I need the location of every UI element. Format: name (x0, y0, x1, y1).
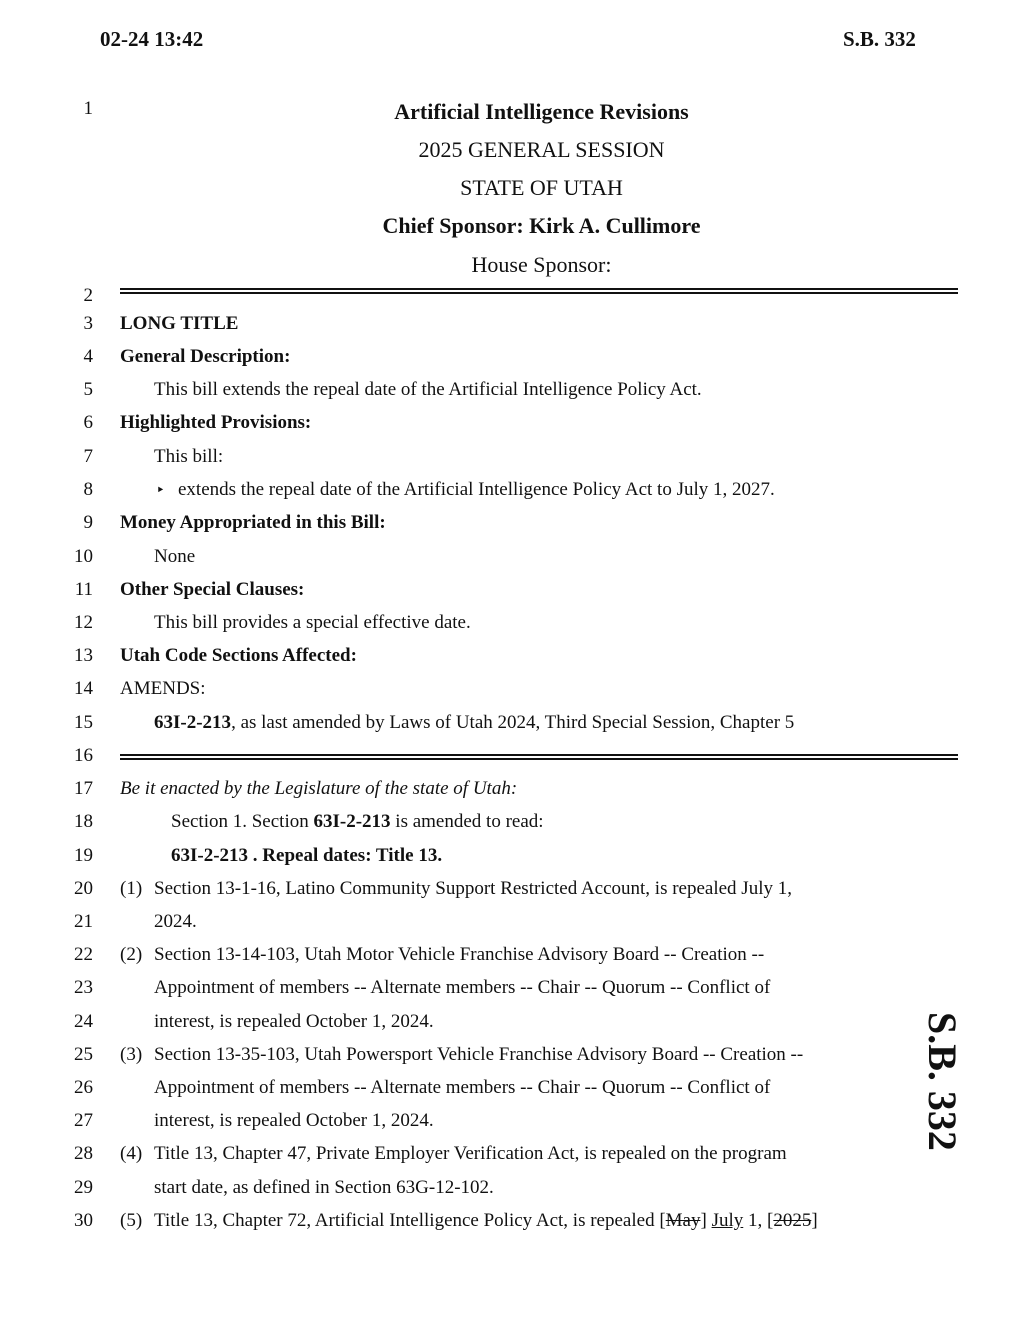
subsection-number: (1) (120, 878, 143, 899)
line-number: 9 (83, 512, 93, 533)
money-appropriated-label: Money Appropriated in this Bill: (120, 512, 386, 533)
line-number: 14 (74, 678, 93, 699)
line-number: 16 (74, 745, 93, 766)
subsection-text: 1, [ (743, 1210, 774, 1231)
other-clauses-value: This bill provides a special effective date. (154, 612, 471, 633)
line-number: 19 (74, 845, 93, 866)
deleted-text: May (665, 1210, 701, 1231)
subsection-text-amended (154, 1210, 818, 1232)
inserted-text: July (711, 1210, 744, 1231)
line-number: 15 (74, 712, 93, 733)
line-number: 2 (83, 285, 93, 306)
amended-section-line (154, 712, 794, 734)
section-reference: 63I-2-213 (154, 712, 232, 733)
subsection-text: Appointment of members -- Alternate members -- Chair -- Quorum -- Conflict of (154, 1077, 771, 1098)
line-number: 23 (74, 977, 93, 998)
line-number: 20 (74, 878, 93, 899)
subsection-text: start date, as defined in Section 63G-12-102. (154, 1177, 494, 1198)
subsection-text: interest, is repealed October 1, 2024. (154, 1110, 434, 1131)
line-number: 22 (74, 944, 93, 965)
line-number: 21 (74, 911, 93, 932)
section-intro (171, 811, 544, 833)
line-number: 10 (74, 546, 93, 567)
line-number: 25 (74, 1044, 93, 1065)
line-number: 24 (74, 1011, 93, 1032)
subsection-text: Section 13-1-16, Latino Community Support Restricted Account, is repealed July 1, (154, 878, 792, 899)
line-number: 5 (83, 379, 93, 400)
general-description-text: This bill extends the repeal date of the Artificial Intelligence Policy Act. (154, 379, 702, 400)
section-heading: 63I-2-213 . Repeal dates: Title 13. (171, 845, 443, 866)
line-number: 30 (74, 1210, 93, 1231)
enacting-clause: Be it enacted by the Legislature of the state of Utah: (120, 778, 518, 799)
line-number: 27 (74, 1110, 93, 1131)
line-number: 8 (83, 479, 93, 500)
code-sections-label: Utah Code Sections Affected: (120, 645, 357, 666)
state-label: STATE OF UTAH (460, 175, 623, 200)
line-number: 17 (74, 778, 93, 799)
side-bill-label: S.B. 332 (920, 1012, 965, 1151)
money-appropriated-value: None (154, 546, 196, 567)
header-timestamp: 02-24 13:42 (100, 27, 204, 51)
bullet-icon: ‣ (156, 483, 165, 499)
line-number: 4 (83, 346, 93, 367)
subsection-number: (3) (120, 1044, 143, 1065)
line-number: 18 (74, 811, 93, 832)
line-number: 11 (74, 579, 93, 600)
bill-title: Artificial Intelligence Revisions (394, 99, 689, 124)
header-bill-number: S.B. 332 (843, 27, 916, 51)
long-title-heading: LONG TITLE (120, 313, 239, 334)
highlighted-provisions-label: Highlighted Provisions: (120, 412, 312, 433)
subsection-text: Title 13, Chapter 72, Artificial Intelligence Policy Act, is repealed [ (154, 1210, 666, 1231)
session-label: 2025 GENERAL SESSION (418, 137, 665, 162)
subsection-text: interest, is repealed October 1, 2024. (154, 1011, 434, 1032)
section-intro-text: Section 1. Section (171, 811, 314, 832)
subsection-text: ] (700, 1210, 712, 1231)
subsection-text: Section 13-35-103, Utah Powersport Vehicle Franchise Advisory Board -- Creation -- (154, 1044, 804, 1065)
subsection-text: Title 13, Chapter 47, Private Employer Verification Act, is repealed on the program (154, 1143, 787, 1164)
line-number: 28 (74, 1143, 93, 1164)
chief-sponsor: Chief Sponsor: Kirk A. Cullimore (382, 213, 701, 238)
line-number: 13 (74, 645, 93, 666)
subsection-text: Appointment of members -- Alternate members -- Chair -- Quorum -- Conflict of (154, 977, 771, 998)
section-intro-reference: 63I-2-213 (313, 811, 391, 832)
deleted-text: 2025 (773, 1210, 812, 1231)
line-number: 3 (83, 313, 93, 334)
this-bill-text: This bill: (154, 446, 224, 467)
general-description-label: General Description: (120, 346, 291, 367)
line-number: 12 (74, 612, 93, 633)
house-sponsor: House Sponsor: (471, 252, 612, 277)
line-number: 1 (83, 98, 93, 119)
amends-label: AMENDS: (120, 678, 206, 699)
line-number: 26 (74, 1077, 93, 1098)
section-reference-detail: , as last amended by Laws of Utah 2024, Third Special Session, Chapter 5 (231, 712, 795, 733)
subsection-number: (4) (120, 1143, 143, 1164)
section-intro-text: is amended to read: (390, 811, 544, 832)
subsection-number: (2) (120, 944, 143, 965)
other-clauses-label: Other Special Clauses: (120, 579, 305, 600)
line-number: 29 (74, 1177, 93, 1198)
subsection-text: Section 13-14-103, Utah Motor Vehicle Franchise Advisory Board -- Creation -- (154, 944, 765, 965)
subsection-text: 2024. (154, 911, 197, 932)
line-number: 7 (83, 446, 93, 467)
subsection-text: ] (811, 1210, 818, 1231)
line-number: 6 (83, 412, 93, 433)
subsection-number: (5) (120, 1210, 143, 1231)
double-rule-divider (120, 288, 958, 294)
double-rule-divider (120, 754, 958, 760)
bullet-text: extends the repeal date of the Artificial Intelligence Policy Act to July 1, 2027. (178, 479, 775, 500)
